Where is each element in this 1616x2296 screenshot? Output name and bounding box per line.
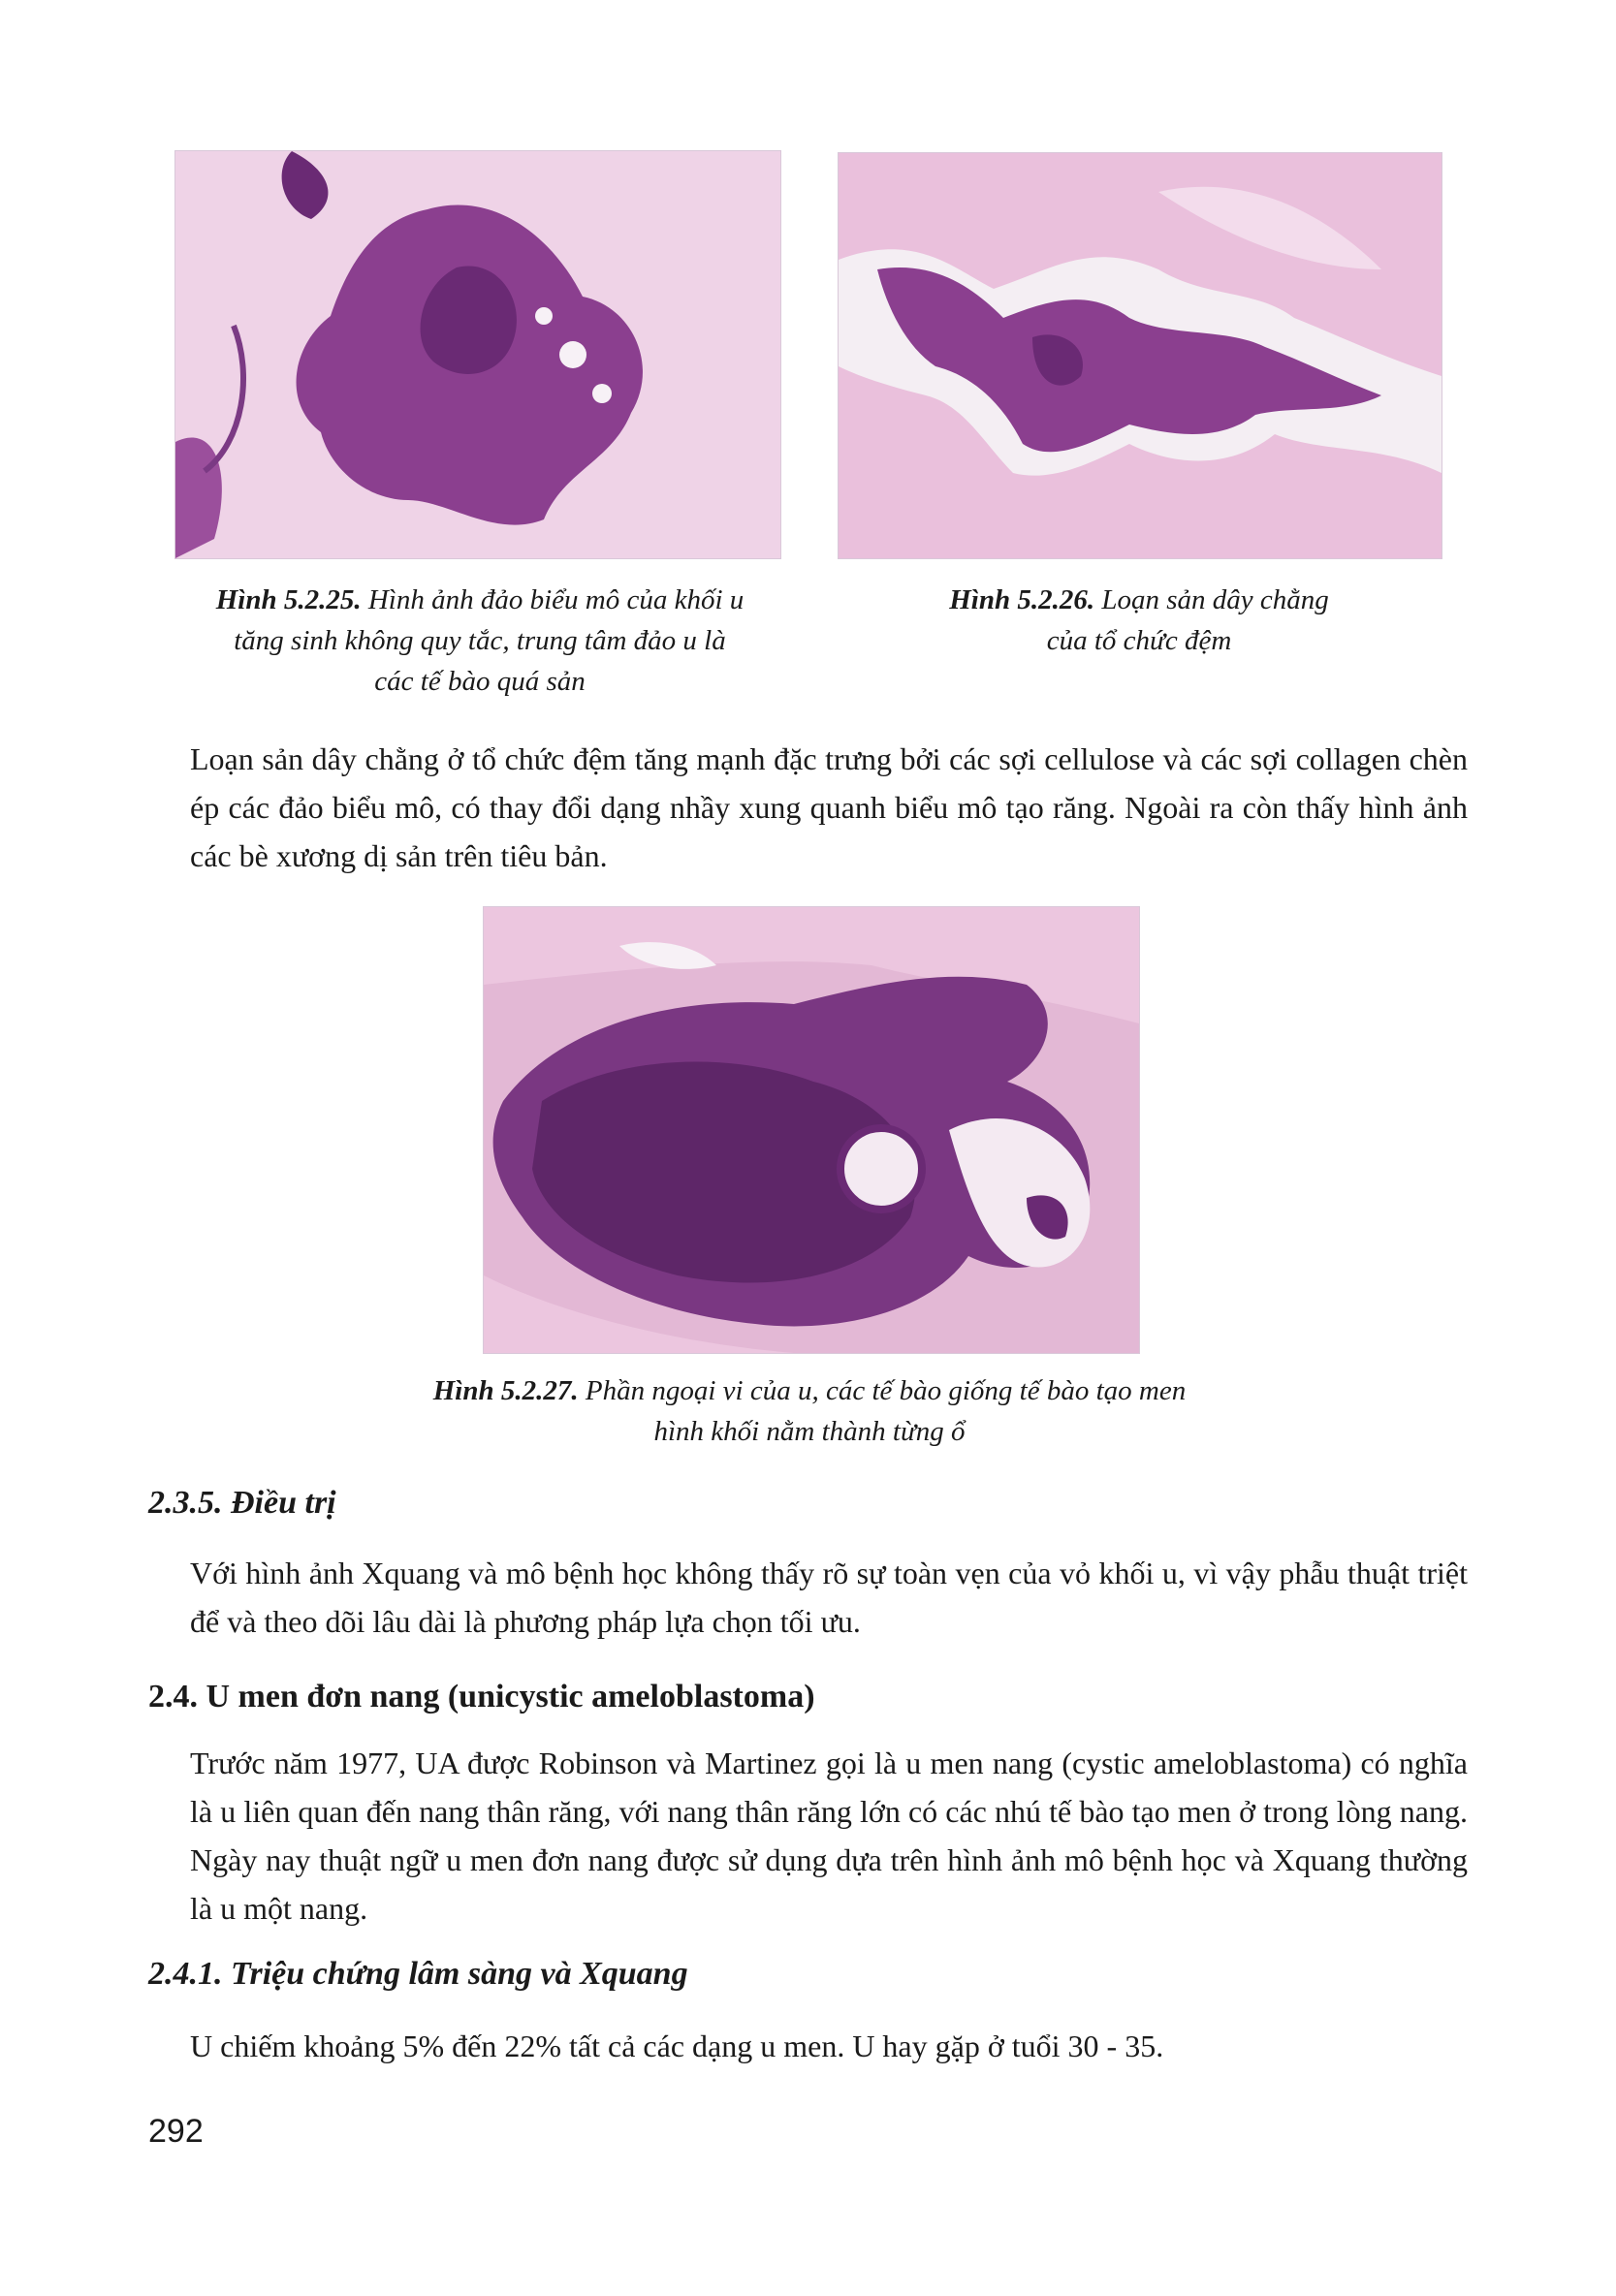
figure-5-2-27-caption-text: Phần ngoại vi của u, các tế bào giống tế bào tạo men [585, 1375, 1187, 1406]
heading-2-4: 2.4. U men đơn nang (unicystic ameloblastoma) [148, 1679, 815, 1714]
paragraph-dieu-tri: Với hình ảnh Xquang và mô bệnh học không thấy rõ sự toàn vẹn của vỏ khối u, vì vậy phẫu thuật triệt để và theo dõi lâu dài là phương pháp lựa chọn tối ưu. [190, 1556, 1468, 1639]
figure-5-2-25-caption-line3: các tế bào quá sản [374, 666, 586, 697]
figure-5-2-26-caption-text: Loạn sản dây chằng [1101, 584, 1329, 615]
figure-5-2-27-caption [320, 1370, 1299, 1452]
figure-5-2-26-image [838, 152, 1442, 559]
figure-5-2-26-label: Hình 5.2.26. [949, 584, 1095, 615]
paragraph-loan-san: Loạn sản dây chằng ở tổ chức đệm tăng mạnh đặc trưng bởi các sợi cellulose và các sợi collagen chèn ép các đảo biểu mô, có thay đổi dạng nhầy xung quanh biểu mô tạo răng. Ngoài ra còn thấy hình ảnh các bè xương dị sản trên tiêu bản. [190, 741, 1468, 873]
page-number: 292 [148, 2113, 204, 2150]
figure-5-2-25-label: Hình 5.2.25. [215, 584, 362, 615]
figure-5-2-26-caption [853, 580, 1425, 661]
figure-5-2-25-image [174, 150, 781, 559]
heading-2-3-5: 2.3.5. Điều trị [148, 1485, 336, 1521]
heading-2-4-1: 2.4.1. Triệu chứng lâm sàng và Xquang [148, 1956, 688, 1992]
figure-5-2-26-caption-line2: của tổ chức đệm [1046, 625, 1232, 656]
figure-5-2-25-caption-line2: tăng sinh không quy tắc, trung tâm đảo u là [234, 625, 726, 656]
figure-5-2-25-caption [145, 580, 814, 702]
figure-5-2-27-label: Hình 5.2.27. [432, 1375, 579, 1406]
figure-5-2-27-image [483, 906, 1140, 1354]
paragraph-u-men-don-nang: Trước năm 1977, UA được Robinson và Martinez gọi là u men nang (cystic ameloblastoma) có nghĩa là u liên quan đến nang thân răng, với nang thân răng lớn có các nhú tế bào tạo men ở trong lòng nang. Ngày nay thuật ngữ u men đơn nang được sử dụng dựa trên hình ảnh mô bệnh học và Xquang thường là u một nang. [190, 1746, 1468, 1926]
figure-5-2-27-caption-line2: hình khối nằm thành từng ổ [653, 1416, 966, 1447]
paragraph-trieu-chung: U chiếm khoảng 5% đến 22% tất cả các dạng u men. U hay gặp ở tuổi 30 - 35. [190, 2029, 1164, 2063]
figure-5-2-25-caption-text: Hình ảnh đảo biểu mô của khối u [367, 584, 745, 615]
